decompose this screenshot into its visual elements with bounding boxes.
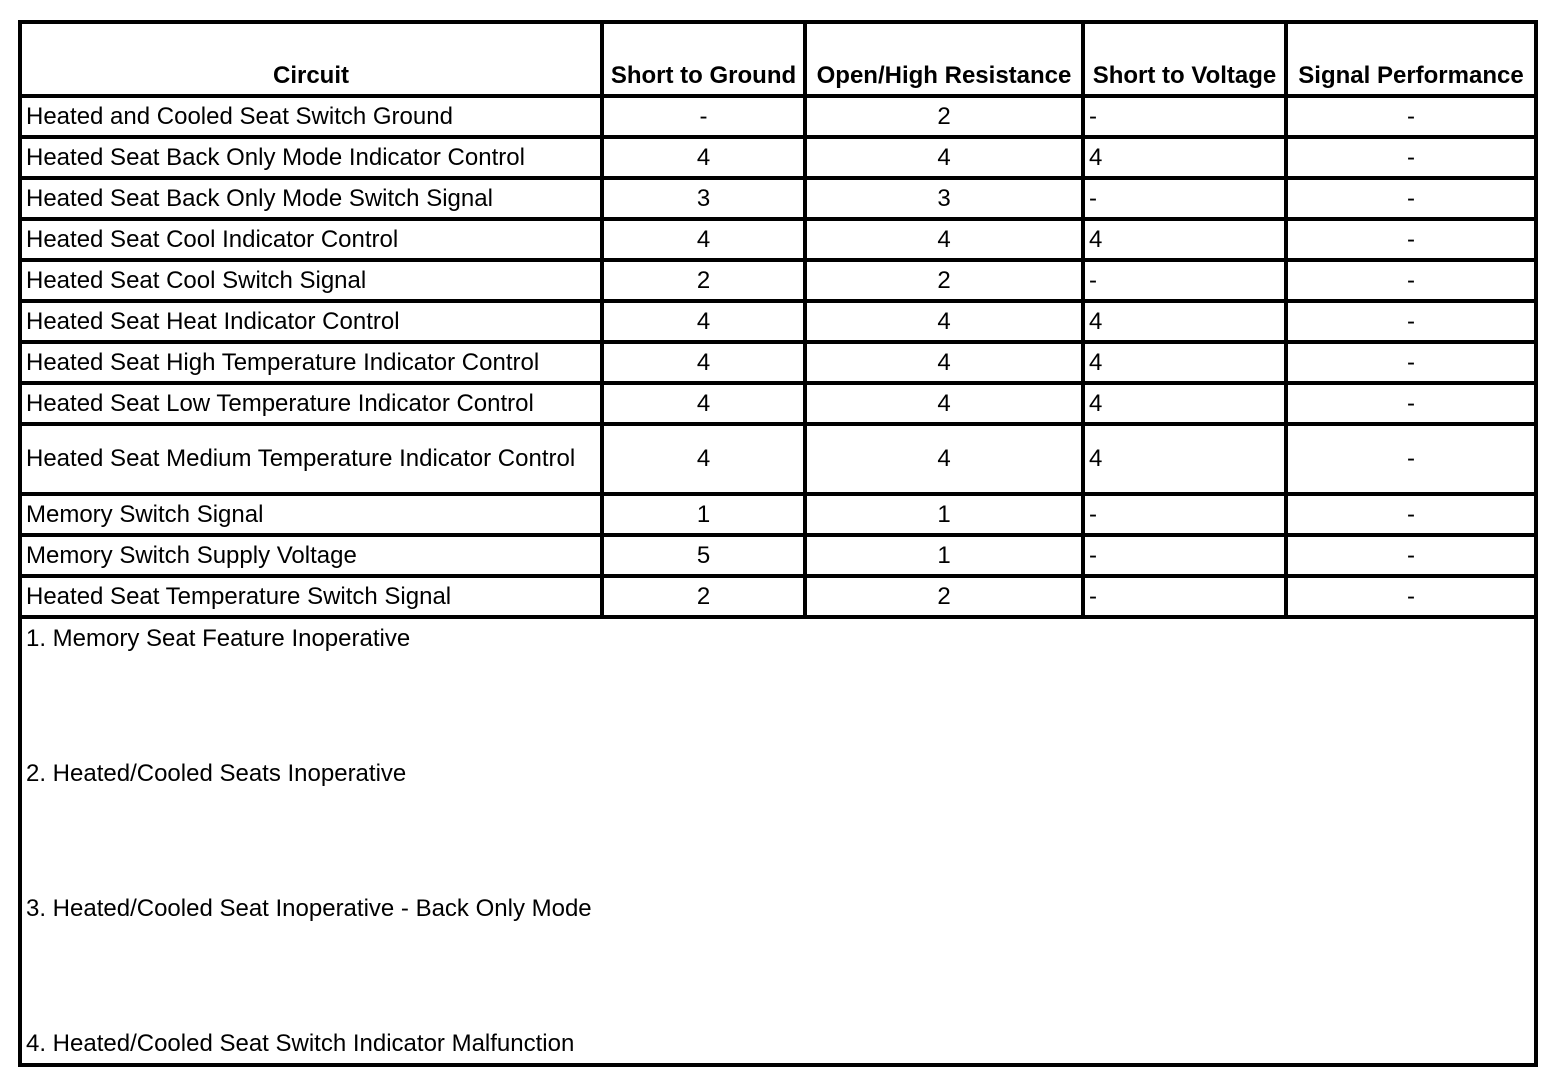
- open-high-resistance-cell: 1: [805, 494, 1083, 535]
- short-to-voltage-cell: 4: [1083, 424, 1286, 494]
- open-high-resistance-cell: 2: [805, 96, 1083, 137]
- short-to-ground-cell: -: [602, 96, 805, 137]
- signal-performance-cell: -: [1286, 383, 1536, 424]
- signal-performance-cell: -: [1286, 301, 1536, 342]
- short-to-ground-cell: 4: [602, 137, 805, 178]
- signal-performance-cell: -: [1286, 535, 1536, 576]
- open-high-resistance-cell: 4: [805, 137, 1083, 178]
- short-to-voltage-cell: -: [1083, 260, 1286, 301]
- table-row: [20, 383, 1536, 424]
- signal-performance-cell: -: [1286, 137, 1536, 178]
- short-to-ground-cell: 4: [602, 383, 805, 424]
- short-to-ground-cell: 2: [602, 576, 805, 617]
- open-high-resistance-cell: 4: [805, 383, 1083, 424]
- short-to-voltage-cell: -: [1083, 535, 1286, 576]
- circuit-cell: Memory Switch Supply Voltage: [20, 535, 602, 576]
- note-2: 2. Heated/Cooled Seats Inoperative: [26, 760, 407, 787]
- table-row: [20, 576, 1536, 617]
- circuit-fault-table: [18, 20, 1538, 1067]
- signal-performance-cell: -: [1286, 342, 1536, 383]
- circuit-cell: Heated Seat Heat Indicator Control: [20, 301, 602, 342]
- signal-performance-cell: -: [1286, 178, 1536, 219]
- short-to-voltage-cell: 4: [1083, 301, 1286, 342]
- table-row: [20, 219, 1536, 260]
- signal-performance-cell: -: [1286, 424, 1536, 494]
- circuit-cell: Heated Seat High Temperature Indicator Control: [20, 342, 602, 383]
- signal-performance-cell: -: [1286, 494, 1536, 535]
- short-to-voltage-cell: -: [1083, 494, 1286, 535]
- short-to-voltage-cell: 4: [1083, 137, 1286, 178]
- table-row: [20, 342, 1536, 383]
- table-row: [20, 494, 1536, 535]
- short-to-voltage-cell: -: [1083, 178, 1286, 219]
- short-to-ground-cell: 5: [602, 535, 805, 576]
- open-high-resistance-cell: 4: [805, 301, 1083, 342]
- open-high-resistance-cell: 2: [805, 576, 1083, 617]
- short-to-ground-cell: 2: [602, 260, 805, 301]
- circuit-cell: Memory Switch Signal: [20, 494, 602, 535]
- circuit-cell: Heated Seat Back Only Mode Indicator Control: [20, 137, 602, 178]
- table-row: [20, 178, 1536, 219]
- table-row: [20, 301, 1536, 342]
- short-to-voltage-cell: 4: [1083, 342, 1286, 383]
- short-to-ground-cell: 4: [602, 342, 805, 383]
- signal-performance-cell: -: [1286, 96, 1536, 137]
- header-short-to-voltage: Short to Voltage: [1083, 22, 1286, 96]
- open-high-resistance-cell: 1: [805, 535, 1083, 576]
- header-circuit: Circuit: [20, 22, 602, 96]
- header-row: [20, 22, 1536, 96]
- signal-performance-cell: -: [1286, 219, 1536, 260]
- short-to-ground-cell: 4: [602, 301, 805, 342]
- header-short-to-ground: Short to Ground: [602, 22, 805, 96]
- signal-performance-cell: -: [1286, 576, 1536, 617]
- table-row: [20, 424, 1536, 494]
- header-signal-performance: Signal Performance: [1286, 22, 1536, 96]
- circuit-cell: Heated Seat Medium Temperature Indicator Control: [20, 424, 602, 494]
- open-high-resistance-cell: 2: [805, 260, 1083, 301]
- table-row: [20, 137, 1536, 178]
- header-open-high-resistance: Open/High Resistance: [805, 22, 1083, 96]
- open-high-resistance-cell: 4: [805, 219, 1083, 260]
- circuit-cell: Heated and Cooled Seat Switch Ground: [20, 96, 602, 137]
- short-to-ground-cell: 4: [602, 424, 805, 494]
- short-to-voltage-cell: -: [1083, 96, 1286, 137]
- open-high-resistance-cell: 4: [805, 424, 1083, 494]
- short-to-voltage-cell: -: [1083, 576, 1286, 617]
- open-high-resistance-cell: 3: [805, 178, 1083, 219]
- short-to-voltage-cell: 4: [1083, 219, 1286, 260]
- note-1: 1. Memory Seat Feature Inoperative: [26, 625, 411, 652]
- short-to-voltage-cell: 4: [1083, 383, 1286, 424]
- circuit-cell: Heated Seat Cool Indicator Control: [20, 219, 602, 260]
- open-high-resistance-cell: 4: [805, 342, 1083, 383]
- note-4: 4. Heated/Cooled Seat Switch Indicator Malfunction: [26, 1030, 575, 1057]
- circuit-cell: Heated Seat Low Temperature Indicator Control: [20, 383, 602, 424]
- notes-row: [20, 617, 1536, 1065]
- table-row: [20, 535, 1536, 576]
- notes-cell: [20, 617, 1536, 1065]
- short-to-ground-cell: 1: [602, 494, 805, 535]
- circuit-cell: Heated Seat Temperature Switch Signal: [20, 576, 602, 617]
- signal-performance-cell: -: [1286, 260, 1536, 301]
- short-to-ground-cell: 3: [602, 178, 805, 219]
- table-row: [20, 260, 1536, 301]
- circuit-cell: Heated Seat Back Only Mode Switch Signal: [20, 178, 602, 219]
- table-row: [20, 96, 1536, 137]
- short-to-ground-cell: 4: [602, 219, 805, 260]
- circuit-cell: Heated Seat Cool Switch Signal: [20, 260, 602, 301]
- note-3: 3. Heated/Cooled Seat Inoperative - Back Only Mode: [26, 895, 592, 922]
